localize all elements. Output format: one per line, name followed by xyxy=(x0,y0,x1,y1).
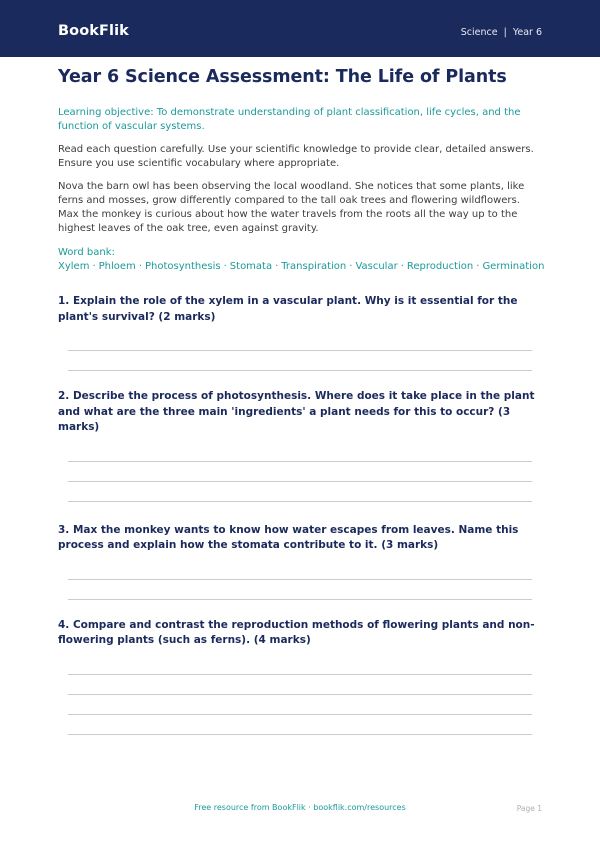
word-bank-term: Photosynthesis xyxy=(145,261,221,272)
answer-line[interactable] xyxy=(68,501,532,502)
answer-line[interactable] xyxy=(68,461,532,462)
footer-link[interactable]: Free resource from BookFlik · bookflik.com/resources xyxy=(194,803,406,812)
question-text: 3. Max the monkey wants to know how water escapes from leaves. Name this process and explain how the stomata contribute to it. (3 marks) xyxy=(58,523,519,551)
answer-line[interactable] xyxy=(68,579,532,580)
word-bank-term: Transpiration xyxy=(281,261,347,272)
answer-line[interactable] xyxy=(68,599,532,600)
question-text: 1. Explain the role of the xylem in a vascular plant. Why is it essential for the plant's survival? (2 marks) xyxy=(58,295,518,323)
word-bank-term: Germination xyxy=(482,261,545,272)
answer-area[interactable] xyxy=(68,579,532,600)
answer-line[interactable] xyxy=(68,481,532,482)
word-bank-separator: · xyxy=(476,261,480,272)
answer-line[interactable] xyxy=(68,714,532,715)
word-bank-words xyxy=(58,261,544,272)
word-bank-term: Reproduction xyxy=(406,261,474,272)
instructions-text: Read each question carefully. Use your scientific knowledge to provide clear, detailed answers. Ensure you use scientific vocabulary where appropriate. xyxy=(58,144,534,169)
question-1 xyxy=(58,294,542,371)
word-bank xyxy=(58,246,545,274)
story-text: Nova the barn owl has been observing the local woodland. She notices that some plants, like ferns and mosses, grow differently compared to the tall oak trees and flowering wildflowers. Max the monkey is curious about how the water travels from the roots all the way up to the highest leaves of the oak tree, even against gravity. xyxy=(58,181,525,234)
word-bank-separator: · xyxy=(223,261,227,272)
answer-area[interactable] xyxy=(68,350,532,371)
word-bank-separator: · xyxy=(92,261,96,272)
answer-area[interactable] xyxy=(68,674,532,735)
header-bar xyxy=(0,0,600,57)
breadcrumb-subject[interactable]: Science xyxy=(460,27,498,38)
page-footer xyxy=(0,800,600,816)
word-bank-term: Xylem xyxy=(58,261,90,272)
breadcrumb xyxy=(461,27,542,38)
question-text: 4. Compare and contrast the reproduction methods of flowering plants and non-flowering plants (such as ferns). (4 marks) xyxy=(58,618,535,646)
word-bank-term: Vascular xyxy=(355,261,398,272)
breadcrumb-separator: | xyxy=(503,27,507,38)
brand-logo[interactable]: BookFlik xyxy=(58,23,129,39)
word-bank-separator: · xyxy=(400,261,404,272)
question-text: 2. Describe the process of photosynthesis. Where does it take place in the plant and what are the three main 'ingredients' a plant needs for this to occur? (3 marks) xyxy=(58,390,535,433)
worksheet-content xyxy=(58,66,545,735)
answer-line[interactable] xyxy=(68,370,532,371)
word-bank-separator: · xyxy=(349,261,353,272)
answer-line[interactable] xyxy=(68,694,532,695)
question-3 xyxy=(58,523,542,600)
page-number: Page 1 xyxy=(516,804,542,813)
word-bank-separator: · xyxy=(275,261,279,272)
word-bank-separator: · xyxy=(138,261,142,272)
learning-objective: Learning objective: To demonstrate understanding of plant classification, life cycles, and the function of vascular systems. xyxy=(58,107,521,132)
breadcrumb-grade[interactable]: Year 6 xyxy=(512,27,542,38)
question-2 xyxy=(58,389,542,502)
page-title: Year 6 Science Assessment: The Life of Plants xyxy=(58,67,507,87)
word-bank-term: Phloem xyxy=(98,261,136,272)
answer-area[interactable] xyxy=(68,461,532,502)
question-4 xyxy=(58,618,542,735)
answer-line[interactable] xyxy=(68,734,532,735)
word-bank-term: Stomata xyxy=(229,261,273,272)
word-bank-label: Word bank: xyxy=(58,247,115,258)
answer-line[interactable] xyxy=(68,350,532,351)
answer-line[interactable] xyxy=(68,674,532,675)
